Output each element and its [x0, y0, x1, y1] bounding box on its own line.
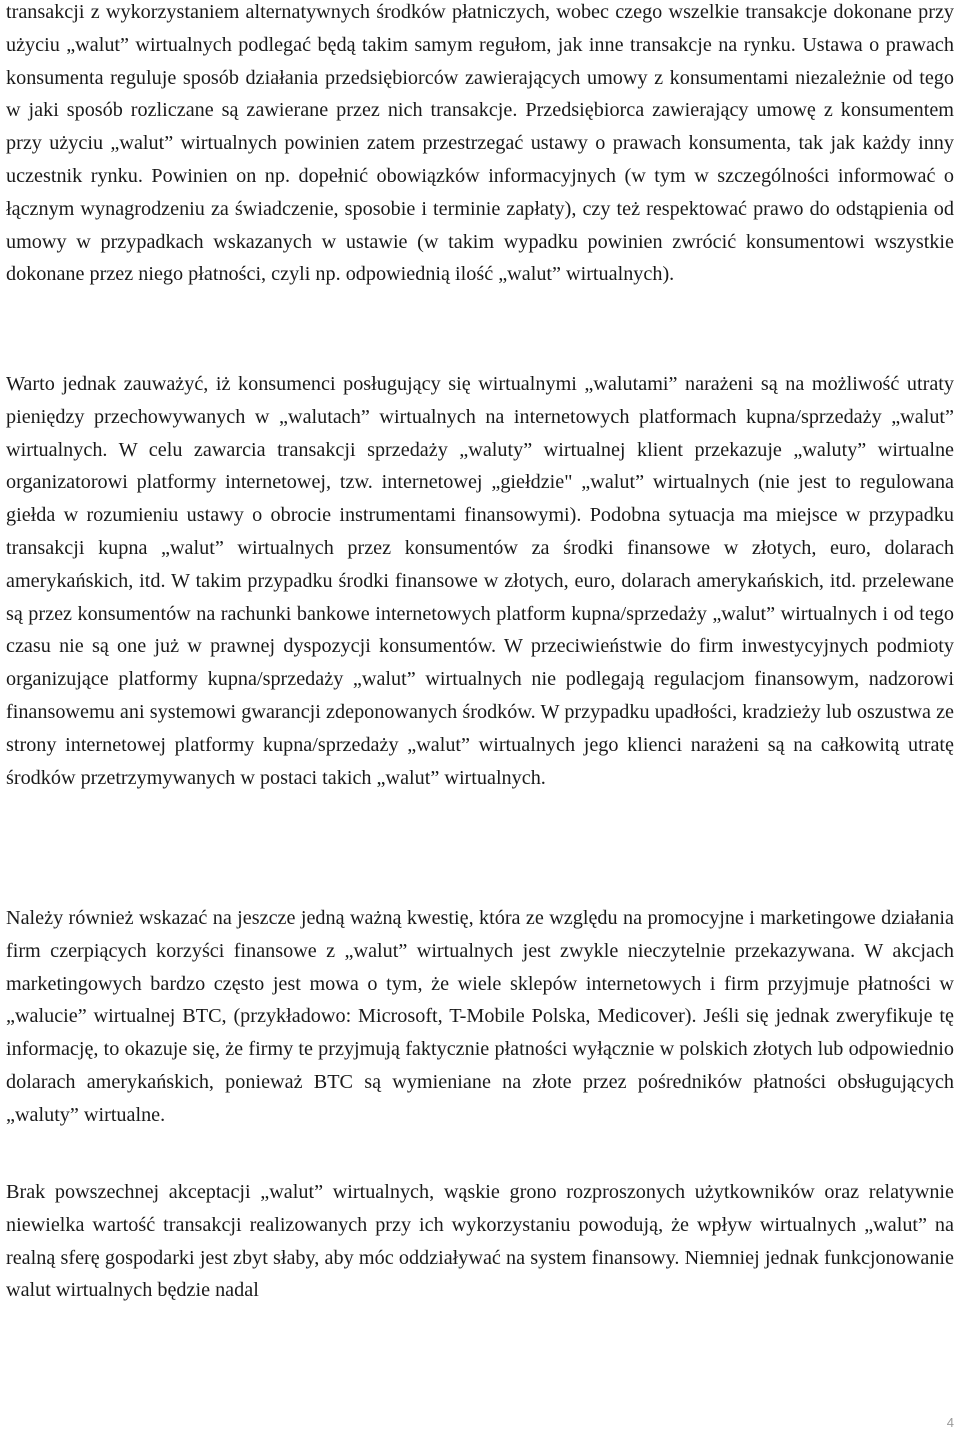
paragraph-limited-acceptance: Brak powszechnej akceptacji „walut” wirtualnych, wąskie grono rozproszonych użytkowników oraz relatywnie niewielka wartość transakcji realizowanych przy ich wykorzystaniu powodują, że wpływ wirtualnych „walut” na realną sferę gospodarki jest zbyt słaby, aby móc oddziaływać na system finansowy. Niemniej jednak funkcjonowanie walut wirtualnych będzie nadal	[6, 1181, 954, 1302]
document-page	[6, 0, 954, 1434]
page-number: 4	[946, 1415, 954, 1430]
paragraph-trading-platforms-risk: Warto jednak zauważyć, iż konsumenci posługujący się wirtualnymi „walutami” narażeni są na możliwość utraty pieniędzy przechowywanych w „walutach” wirtualnych na internetowych platformach kupna/sprzedaży „walut” wirtualnych. W celu zawarcia transakcji sprzedaży „waluty” wirtualnej klient przekazuje „waluty” wirtualne organizatorowi platformy internetowej, tzw. internetowej „giełdzie" „walut” wirtualnych (nie jest to regulowana giełda w rozumieniu ustawy o obrocie instrumentami finansowymi). Podobna sytuacja ma miejsce w przypadku transakcji kupna „walut” wirtualnych przez konsumentów za środki finansowe w złotych, euro, dolarach amerykańskich, itd. W takim przypadku środki finansowe w złotych, euro, dolarach amerykańskich, itd. przelewane są przez konsumentów na rachunki bankowe internetowych platform kupna/sprzedaży „walut” wirtualnych i od tego czasu nie są one już w prawnej dyspozycji konsumentów. W przeciwieństwie do firm inwestycyjnych podmioty organizujące platformy kupna/sprzedaży „walut” wirtualnych nie podlegają regulacjom finansowym, nadzorowi finansowemu ani systemowi gwarancji zdeponowanych środków. W przypadku upadłości, kradzieży lub oszustwa ze strony internetowej platformy kupna/sprzedaży „walut” wirtualnych jego klienci narażeni są na całkowitą utratę środków przetrzymywanych w postaci takich „walut” wirtualnych.	[6, 373, 954, 789]
paragraph-marketing-claims: Należy również wskazać na jeszcze jedną ważną kwestię, która ze względu na promocyjne i marketingowe działania firm czerpiących korzyści finansowe z „walut” wirtualnych jest zwykle nieczytelnie przekazywana. W akcjach marketingowych bardzo często jest mowa o tym, że wiele sklepów internetowych i firm przyjmuje płatności w „walucie” wirtualnej BTC, (przykładowo: Microsoft, T-Mobile Polska, Medicover). Jeśli się jednak zweryfikuje tę informację, to okazuje się, że firmy te przyjmują faktycznie płatności wyłącznie w polskich złotych lub odpowiednio dolarach amerykańskich, ponieważ BTC są wymieniane na złote przez pośredników płatności obsługujących „waluty” wirtualne.	[6, 907, 954, 1126]
paragraph-consumer-rights: transakcji z wykorzystaniem alternatywnych środków płatniczych, wobec czego wszelkie transakcje dokonane przy użyciu „walut” wirtualnych podlegać będą takim samym regułom, jak inne transakcje na rynku. Ustawa o prawach konsumenta reguluje sposób działania przedsiębiorców zawierających umowy z konsumentami niezależnie od tego w jaki sposób rozliczane są zawierane przez nich transakcje. Przedsiębiorca zawierający umowę z konsumentem przy użyciu „walut” wirtualnych powinien zatem przestrzegać ustawy o prawach konsumenta, tak jak każdy inny uczestnik rynku. Powinien on np. dopełnić obowiązków informacyjnych (w tym w szczególności informować o łącznym wynagrodzeniu za świadczenie, sposobie i terminie zapłaty), czy też respektować prawo do odstąpienia od umowy w przypadkach wskazanych w ustawie (w takim wypadku powinien zwrócić konsumentowi wszystkie dokonane przez niego płatności, czyli np. odpowiednią ilość „walut” wirtualnych).	[6, 1, 954, 286]
